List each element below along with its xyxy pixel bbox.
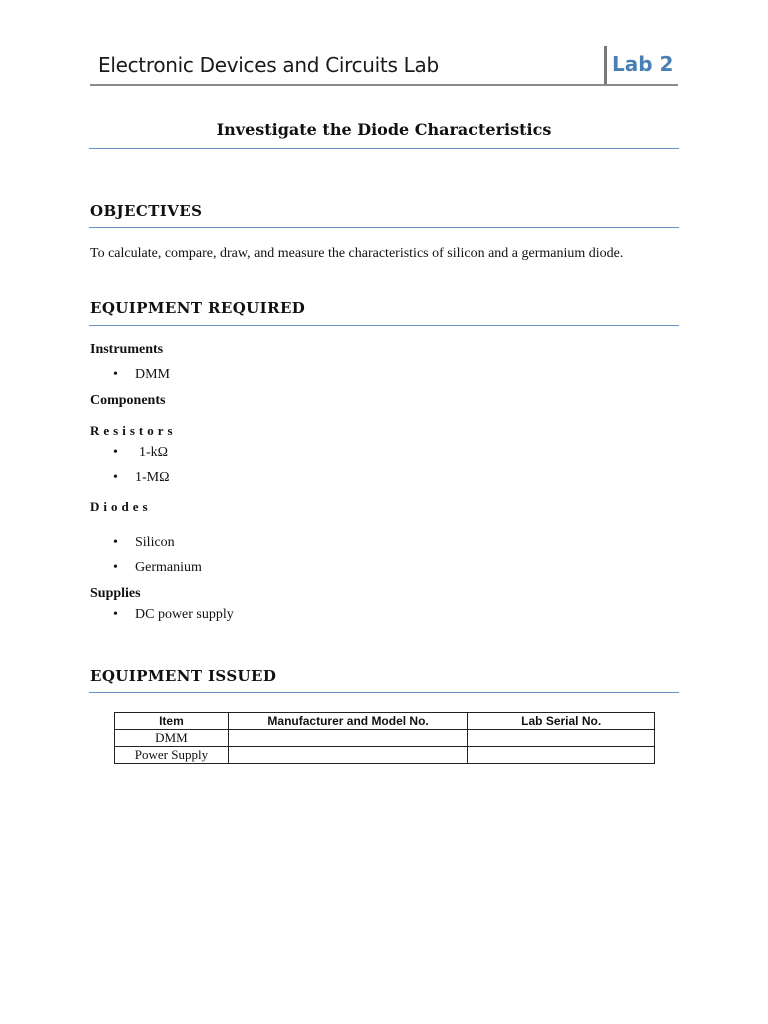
document-header xyxy=(90,46,678,86)
title-divider xyxy=(89,148,679,149)
column-header-item: Item xyxy=(115,713,229,730)
bullet-icon: • xyxy=(113,445,118,460)
objectives-divider xyxy=(89,227,679,228)
table-row xyxy=(115,747,655,764)
equipment-required-heading: EQUIPMENT REQUIRED xyxy=(90,299,306,317)
table-cell-item: Power Supply xyxy=(115,747,229,764)
column-header-manufacturer: Manufacturer and Model No. xyxy=(228,713,467,730)
resistor-item: 1-MΩ xyxy=(135,470,170,485)
column-header-serial: Lab Serial No. xyxy=(468,713,655,730)
diodes-heading: Diodes xyxy=(90,499,152,514)
table-cell-item: DMM xyxy=(115,730,229,747)
bullet-icon: • xyxy=(113,607,118,622)
table-cell-serial[interactable] xyxy=(468,747,655,764)
equipment-issued-divider xyxy=(89,692,679,693)
resistor-item: 1-kΩ xyxy=(139,445,169,460)
bullet-icon: • xyxy=(113,560,118,575)
page-title: Investigate the Diode Characteristics xyxy=(216,120,552,139)
equipment-required-divider xyxy=(89,325,679,326)
table-header-row xyxy=(115,713,655,730)
objectives-text: To calculate, compare, draw, and measure the characteristics of silicon and a germanium diode. xyxy=(90,246,624,261)
table-cell-manufacturer[interactable] xyxy=(228,747,467,764)
bullet-icon: • xyxy=(113,470,118,485)
supply-item: DC power supply xyxy=(135,607,234,622)
resistors-heading: Resistors xyxy=(90,423,177,438)
course-title: Electronic Devices and Circuits Lab xyxy=(98,53,439,77)
table-cell-manufacturer[interactable] xyxy=(228,730,467,747)
diode-item: Silicon xyxy=(135,535,175,550)
components-heading: Components xyxy=(90,393,166,408)
supplies-heading: Supplies xyxy=(90,586,141,601)
table-row xyxy=(115,730,655,747)
table-cell-serial[interactable] xyxy=(468,730,655,747)
objectives-heading: OBJECTIVES xyxy=(90,202,203,220)
bullet-icon: • xyxy=(113,535,118,550)
header-separator xyxy=(604,46,607,84)
instrument-item: DMM xyxy=(135,367,171,382)
lab-number: Lab 2 xyxy=(612,52,674,76)
instruments-heading: Instruments xyxy=(90,342,164,357)
equipment-issued-heading: EQUIPMENT ISSUED xyxy=(90,667,277,685)
bullet-icon: • xyxy=(113,367,118,382)
diode-item: Germanium xyxy=(135,560,202,575)
equipment-issued-table xyxy=(114,712,655,764)
